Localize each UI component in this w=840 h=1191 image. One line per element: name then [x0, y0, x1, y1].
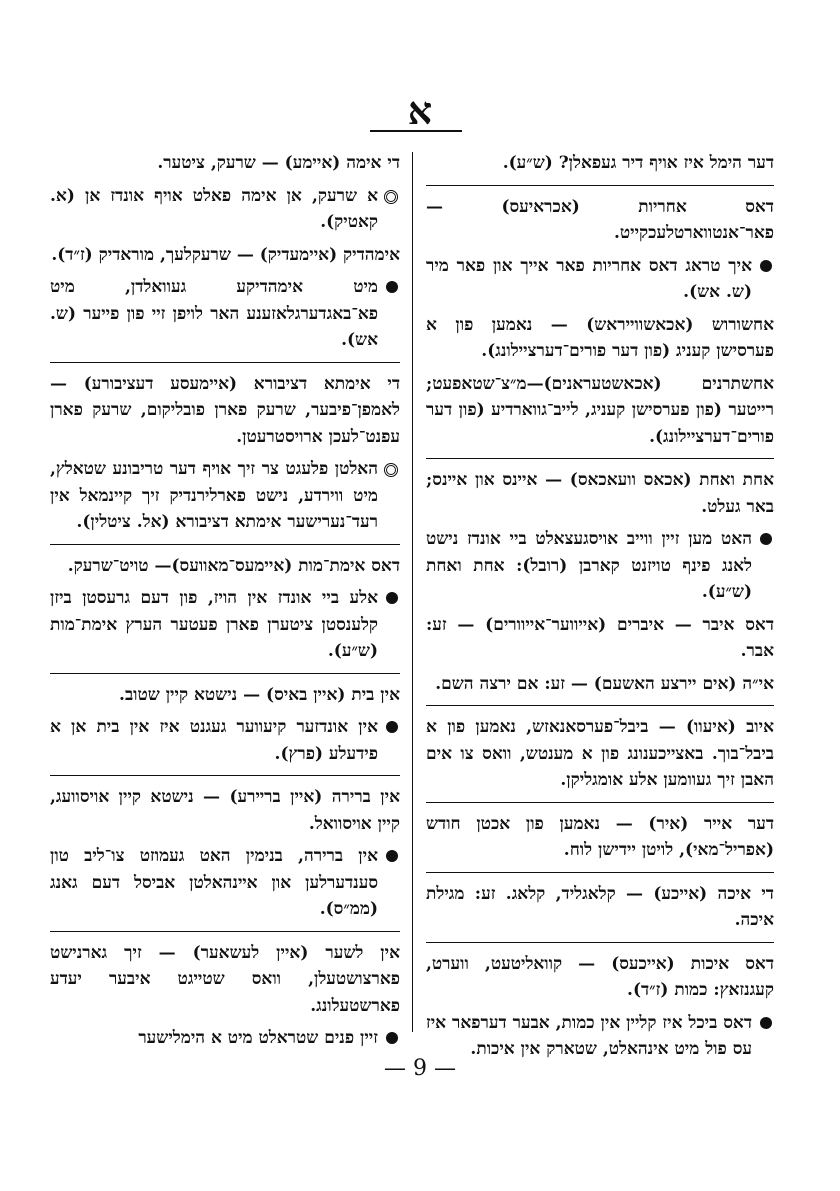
dictionary-entry: אין לשער (איין לעשאער) — זיך גארנישט פארצושטעלן, וואס שטייגט איבער יעדע פארשטעלונג. — [50, 942, 400, 1016]
entry-separator — [426, 458, 774, 459]
dictionary-entry: דער הימל איז אויף דיר געפאלן? (ש״ע). — [502, 153, 774, 173]
dictionary-entry: דאס איכות (אייכעס) — קוואליטעט, ווערט, קעגנזאץ: כמות (ז״ד). — [426, 953, 774, 1000]
dictionary-entry: אימהדיק (איימעדיק) — שרעקלעך, מוראדיק (ז״ד). — [51, 244, 400, 265]
dictionary-entry: אחת ואחת (אכאס וועאכאס) — איינס און איינס; באר געלט. — [426, 470, 774, 517]
entry-separator — [50, 673, 400, 674]
bullet-icon — [386, 1032, 398, 1044]
dictionary-entry: דאס אימת־מות (איימעס־מאוועס)— טויט־שרעק. — [67, 555, 400, 576]
dictionary-entry: די איכה (אייכע) — קלאגליד, קלאג. זע: מגילת איכה. — [426, 883, 774, 930]
usage-example — [50, 714, 400, 767]
entry-separator — [50, 931, 400, 932]
right-column — [426, 150, 774, 1069]
entry-separator — [426, 872, 774, 873]
dictionary-entry: אחשתרנים (אכאשטעראנים)—מ״צ־שטאפעט; רייטער (פון פערסישן קעניג, לייב־גווארדיע (פון דער פורים־דערציילונג). — [426, 373, 774, 447]
dictionary-entry: דאס אחריות (אכראיעס) — פאר־אנטווארטלעכקייט. — [426, 196, 774, 243]
dictionary-entry: אחשורוש (אכאשווייראש) — נאמען פון א פערסישן קעניג (פון דער פורים־דערציילונג). — [426, 314, 774, 361]
bullet-icon — [386, 721, 398, 733]
usage-example — [426, 526, 774, 606]
usage-example — [50, 585, 400, 665]
bullet-icon — [384, 463, 398, 477]
example-text: א שרעק, אן אימה פאלט אויף אונדז אן (א. קאטיק). — [50, 185, 378, 232]
usage-example — [426, 1010, 774, 1063]
example-text: האט מען זיין ווייב אויסגעצאלט ביי אונדז נישט לאנג פינף טויזנט קארבן (רובל): אחת ואחת (ש״ע). — [426, 529, 752, 602]
bullet-icon — [386, 850, 398, 862]
entry-separator — [426, 185, 774, 186]
dictionary-entry: אין ברירה (איין ברײרע) — נישטא קיין אויסוועג, קיין אויסוואל. — [50, 787, 400, 834]
column-divider — [412, 152, 413, 1032]
example-text: אלע ביי אונדז אין הויז, פון דעם גרעסטן ביזן קלענסטן ציטערן פארן פעטער הערץ אימת־מות (ש״ע). — [50, 588, 378, 661]
bullet-icon — [760, 533, 772, 545]
bullet-icon — [386, 281, 398, 293]
example-text: מיט אימהדיקע געוואלדן, מיט פא־באגדערגלאזענע האר לויפן זיי פון פייער (ש. אש). — [50, 277, 378, 350]
bullet-icon — [384, 190, 398, 204]
example-text: דאס ביכל איז קליין אין כמות, אבער דערפאר איז עס פול מיט אינהאלט, שטארק אין איכות. — [425, 1012, 752, 1059]
left-column — [50, 150, 400, 1058]
entry-separator — [426, 942, 774, 943]
example-text: איך טראג דאס אחריות פאר אייך און פאר מיר (ש. אש). — [426, 255, 752, 302]
bullet-icon — [760, 260, 772, 272]
entry-separator — [426, 802, 774, 803]
entry-separator — [50, 362, 400, 363]
example-text: האלטן פלעגט צר זיך אויף דער טריבונע שטאלץ, מיט ווירדע, נישט פארלירנדיק זיך קיינמאל אין רעד־נערישער אימתא דציבורא (אל. ציטלין). — [50, 459, 378, 532]
usage-example — [50, 843, 400, 923]
example-text: אין אונדזער קיעווער געגנט איז אין בית אן א פידעלע (פרץ). — [50, 717, 378, 764]
dictionary-entry: די אימה (איימע) — שרעק, ציטער. — [157, 153, 400, 173]
heading-rule — [370, 130, 462, 132]
usage-example — [50, 183, 400, 236]
example-text: זיין פנים שטראלט מיט א הימלישער — [138, 1028, 378, 1048]
entry-separator — [50, 544, 400, 545]
usage-example — [50, 456, 400, 536]
section-letter: א — [407, 88, 433, 133]
bullet-icon — [760, 1017, 772, 1029]
dictionary-entry: דאס איבר — איברים (אייווער־אייוורים) — זע: אבר. — [426, 614, 774, 661]
dictionary-entry: די אימתא דציבורא (איימעסע דעציבורע) — לאמפן־פיבער, שרעק פארן פובליקום, שרעק פארן עפנט־לעכן ארויסטרעטן. — [50, 373, 400, 447]
example-text: אין ברירה, בנימין האט געמוזט צו־ליב טון סענדערלען און אײנהאלטן אביסל דעם גאנג (ממ״ס). — [50, 846, 378, 919]
dictionary-entry: אין בית (איין באיס) — נישטא קיין שטוב. — [119, 684, 400, 705]
entry-separator — [50, 775, 400, 776]
entry-separator — [426, 705, 774, 706]
dictionary-entry: אי״ה (אים יירצע האשעם) — זע: אם ירצה השם. — [435, 673, 774, 694]
usage-example — [426, 253, 774, 306]
usage-example — [50, 1025, 400, 1052]
bullet-icon — [386, 592, 398, 604]
dictionary-entry: דער אייר (איר) — נאמען פון אכטן חודש (אפריל־מאי), לויטן יידישן לוח. — [426, 813, 774, 860]
usage-example — [50, 274, 400, 354]
page-number: — 9 — — [384, 1056, 456, 1081]
dictionary-entry: איוב (איעוו) — ביבל־פערסאנאזש, נאמען פון א ביבל־בוך. באצייכענונג פון א מענטש, וואס צו אים האבן זיך געוומען אלע אומגליקן. — [426, 717, 774, 790]
